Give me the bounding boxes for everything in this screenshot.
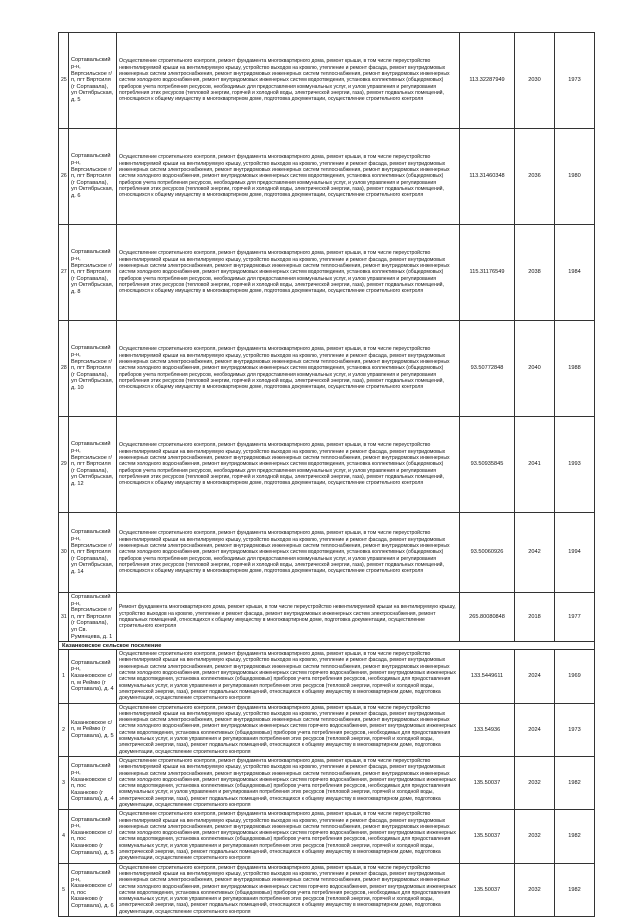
- planned-year-cell: 2041: [515, 417, 555, 513]
- address-cell: Сортавальский р-н, Казанковское с/п, м Реймю (г Сортавала), д. 4: [69, 650, 117, 703]
- row-number: 3: [59, 756, 69, 809]
- row-number: 1: [59, 650, 69, 703]
- build-year-cell: 1993: [555, 417, 595, 513]
- address-cell: Казанковское с/п, м Реймю (г Сортавала), д. 5: [69, 703, 117, 756]
- cost-cell: 133.5449611: [460, 650, 515, 703]
- table-row: [59, 756, 595, 809]
- row-number: 2: [59, 703, 69, 756]
- build-year-cell: 1980: [555, 129, 595, 225]
- cost-cell: 93.50772848: [460, 321, 515, 417]
- work-description-cell: Осуществление строительного контроля, ремонт фундамента многоквартирного дома, ремонт крыши, в том числе переустройство невентилируемой крыши на вентилируемую крышу, устройство выходов на кровлю, утепление и ремонт фасада, ремонт внутридомовых инженерных систем электроснабжения, ремонт внутридомовых инженерных систем теплоснабжения, ремонт внутридомовых инженерных систем холодного водоснабжения, ремонт внутридомовых инженерных систем горячего водоснабжения, ремонт внутридомовых инженерных систем водоотведения, установка коллективных (общедомовых) приборов учета потребления ресурсов, необходимых для предоставления коммунальных услуг, и узлов управления и регулирования потребления этих ресурсов (тепловой энергии, горячей и холодной воды, электрической энергии, газа), ремонт подвальных помещений, относящихся к общему имуществу в многоквартирном доме, подготовка документации, осуществление строительного контроля: [117, 703, 460, 756]
- row-number: 4: [59, 810, 69, 863]
- table-row: [59, 593, 595, 642]
- address-cell: Сортавальский р-н, Вяртсильское г/п, пгт Вяртсиля (г Сортавала), ул Октябрьская, д. 14: [69, 513, 117, 593]
- row-number: 28: [59, 321, 69, 417]
- row-number: 31: [59, 593, 69, 642]
- table-row: [59, 129, 595, 225]
- table-row: [59, 703, 595, 756]
- row-number: 29: [59, 417, 69, 513]
- planned-year-cell: 2024: [515, 703, 555, 756]
- work-description-cell: Осуществление строительного контроля, ремонт фундамента многоквартирного дома, ремонт крыши, в том числе переустройство невентилируемой крыши на вентилируемую крышу, устройство выходов на кровлю, утепление и ремонт фасада, ремонт внутридомовых инженерных систем электроснабжения, ремонт внутридомовых инженерных систем теплоснабжения, ремонт внутридомовых инженерных систем холодного водоснабжения, ремонт внутридомовых инженерных систем горячего водоснабжения, ремонт внутридомовых инженерных систем водоотведения, установка коллективных (общедомовых) приборов учета потребления ресурсов, необходимых для предоставления коммунальных услуг, и узлов управления и регулирования потребления этих ресурсов (тепловой энергии, горячей и холодной воды, электрической энергии, газа), ремонт подвальных помещений, относящихся к общему имуществу в многоквартирном доме, подготовка документации, осуществление строительного контроля: [117, 810, 460, 863]
- work-description-cell: Осуществление строительного контроля, ремонт фундамента многоквартирного дома, ремонт крыши, в том числе переустройство невентилируемой крыши на вентилируемую крышу, устройство выходов на кровлю, утепление и ремонт фасада, ремонт внутридомовых инженерных систем электроснабжения, ремонт внутридомовых инженерных систем теплоснабжения, ремонт внутридомовых инженерных систем холодного водоснабжения, ремонт внутридомовых инженерных систем горячего водоснабжения, ремонт внутридомовых инженерных систем водоотведения, установка коллективных (общедомовых) приборов учета потребления ресурсов, необходимых для предоставления коммунальных услуг, и узлов управления и регулирования потребления этих ресурсов (тепловой энергии, горячей и холодной воды, электрической энергии, газа), ремонт подвальных помещений, относящихся к общему имуществу в многоквартирном доме, подготовка документации, осуществление строительного контроля: [117, 756, 460, 809]
- planned-year-cell: 2024: [515, 650, 555, 703]
- planned-year-cell: 2030: [515, 33, 555, 129]
- planned-year-cell: 2036: [515, 129, 555, 225]
- build-year-cell: 1973: [555, 703, 595, 756]
- build-year-cell: 1994: [555, 513, 595, 593]
- section-header-row: [59, 642, 595, 650]
- work-description-cell: Осуществление строительного контроля, ремонт фундамента многоквартирного дома, ремонт крыши, в том числе переустройство невентилируемой крыши на вентилируемую крышу, устройство выходов на кровлю, утепление и ремонт фасада, ремонт внутридомовых инженерных систем электроснабжения, ремонт внутридомовых инженерных систем теплоснабжения, ремонт внутридомовых инженерных систем холодного водоснабжения, ремонт внутридомовых инженерных систем водоотведения, установка коллективных (общедомовых) приборов учета потребления ресурсов, необходимых для предоставления коммунальных услуг, и узлов управления и регулирования потребления этих ресурсов (тепловой энергии, горячей и холодной воды, электрической энергии, газа), ремонт подвальных помещений, относящихся к общему имуществу в многоквартирном доме, подготовка документации, осуществление строительного контроля: [117, 513, 460, 593]
- table-row: [59, 321, 595, 417]
- work-description-cell: Осуществление строительного контроля, ремонт фундамента многоквартирного дома, ремонт крыши, в том числе переустройство невентилируемой крыши на вентилируемую крышу, устройство выходов на кровлю, утепление и ремонт фасада, ремонт внутридомовых инженерных систем электроснабжения, ремонт внутридомовых инженерных систем теплоснабжения, ремонт внутридомовых инженерных систем холодного водоснабжения, ремонт внутридомовых инженерных систем водоотведения, установка коллективных (общедомовых) приборов учета потребления ресурсов, необходимых для предоставления коммунальных услуг, и узлов управления и регулирования потребления этих ресурсов (тепловой энергии, горячей и холодной воды, электрической энергии, газа), ремонт подвальных помещений, относящихся к общему имуществу в многоквартирном доме, подготовка документации, осуществление строительного контроля: [117, 33, 460, 129]
- build-year-cell: 1977: [555, 593, 595, 642]
- build-year-cell: 1969: [555, 650, 595, 703]
- address-cell: Сортавальский р-н, Вяртсильское г/п, пгт Вяртсиля (г Сортавала), ул Октябрьская, д. 10: [69, 321, 117, 417]
- cost-cell: 135.50037: [460, 863, 515, 916]
- row-number: 25: [59, 33, 69, 129]
- cost-cell: 115.31176549: [460, 225, 515, 321]
- build-year-cell: 1988: [555, 321, 595, 417]
- row-number: 30: [59, 513, 69, 593]
- work-description-cell: Осуществление строительного контроля, ремонт фундамента многоквартирного дома, ремонт крыши, в том числе переустройство невентилируемой крыши на вентилируемую крышу, устройство выходов на кровлю, утепление и ремонт фасада, ремонт внутридомовых инженерных систем электроснабжения, ремонт внутридомовых инженерных систем теплоснабжения, ремонт внутридомовых инженерных систем холодного водоснабжения, ремонт внутридомовых инженерных систем водоотведения, установка коллективных (общедомовых) приборов учета потребления ресурсов, необходимых для предоставления коммунальных услуг, и узлов управления и регулирования потребления этих ресурсов (тепловой энергии, горячей и холодной воды, электрической энергии, газа), ремонт подвальных помещений, относящихся к общему имуществу в многоквартирном доме, подготовка документации, осуществление строительного контроля: [117, 225, 460, 321]
- planned-year-cell: 2038: [515, 225, 555, 321]
- address-cell: Сортавальский р-н, Казанковское с/п, пос Казанково (г Сортавала), д. 4: [69, 756, 117, 809]
- table-row: [59, 863, 595, 916]
- address-cell: Сортавальский р-н, Вяртсильское г/п, пгт Вяртсиля (г Сортавала), ул Октябрьская, д. 12: [69, 417, 117, 513]
- planned-year-cell: 2032: [515, 810, 555, 863]
- build-year-cell: 1982: [555, 756, 595, 809]
- build-year-cell: 1982: [555, 810, 595, 863]
- cost-cell: 113.32287949: [460, 33, 515, 129]
- work-description-cell: Осуществление строительного контроля, ремонт фундамента многоквартирного дома, ремонт крыши, в том числе переустройство невентилируемой крыши на вентилируемую крышу, устройство выходов на кровлю, утепление и ремонт фасада, ремонт внутридомовых инженерных систем электроснабжения, ремонт внутридомовых инженерных систем теплоснабжения, ремонт внутридомовых инженерных систем холодного водоснабжения, ремонт внутридомовых инженерных систем водоотведения, установка коллективных (общедомовых) приборов учета потребления ресурсов, необходимых для предоставления коммунальных услуг, и узлов управления и регулирования потребления этих ресурсов (тепловой энергии, горячей и холодной воды, электрической энергии, газа), ремонт подвальных помещений, относящихся к общему имуществу в многоквартирном доме, подготовка документации, осуществление строительного контроля: [117, 129, 460, 225]
- table-row: [59, 513, 595, 593]
- planned-year-cell: 2018: [515, 593, 555, 642]
- document-page: [58, 32, 594, 917]
- planned-year-cell: 2040: [515, 321, 555, 417]
- work-description-cell: Осуществление строительного контроля, ремонт фундамента многоквартирного дома, ремонт крыши, в том числе переустройство невентилируемой крыши на вентилируемую крышу, устройство выходов на кровлю, утепление и ремонт фасада, ремонт внутридомовых инженерных систем электроснабжения, ремонт внутридомовых инженерных систем теплоснабжения, ремонт внутридомовых инженерных систем холодного водоснабжения, ремонт внутридомовых инженерных систем водоотведения, установка коллективных (общедомовых) приборов учета потребления ресурсов, необходимых для предоставления коммунальных услуг, и узлов управления и регулирования потребления этих ресурсов (тепловой энергии, горячей и холодной воды, электрической энергии, газа), ремонт подвальных помещений, относящихся к общему имуществу в многоквартирном доме, подготовка документации, осуществление строительного контроля: [117, 321, 460, 417]
- planned-year-cell: 2032: [515, 863, 555, 916]
- cost-cell: 135.50037: [460, 810, 515, 863]
- build-year-cell: 1984: [555, 225, 595, 321]
- capital-repair-table: [58, 32, 595, 917]
- build-year-cell: 1982: [555, 863, 595, 916]
- address-cell: Сортавальский р-н, Казанковское с/п, пос Казанково (г Сортавала), д. 6: [69, 863, 117, 916]
- planned-year-cell: 2042: [515, 513, 555, 593]
- build-year-cell: 1973: [555, 33, 595, 129]
- cost-cell: 113.31460348: [460, 129, 515, 225]
- cost-cell: 133.54936: [460, 703, 515, 756]
- work-description-cell: Ремонт фундамента многоквартирного дома, ремонт крыши, в том числе переустройство невентилируемой крыши на вентилируемую крышу, устройство выходов на кровлю, утепление и ремонт фасада, ремонт внутридомовых инженерных систем электроснабжения, ремонт подвальных помещений, относящихся к общему имуществу в многоквартирном доме, подготовка документации, осуществление строительного контроля: [117, 593, 460, 642]
- cost-cell: 93.50935845: [460, 417, 515, 513]
- table-row: [59, 417, 595, 513]
- work-description-cell: Осуществление строительного контроля, ремонт фундамента многоквартирного дома, ремонт крыши, в том числе переустройство невентилируемой крыши на вентилируемую крышу, устройство выходов на кровлю, утепление и ремонт фасада, ремонт внутридомовых инженерных систем электроснабжения, ремонт внутридомовых инженерных систем теплоснабжения, ремонт внутридомовых инженерных систем холодного водоснабжения, ремонт внутридомовых инженерных систем горячего водоснабжения, ремонт внутридомовых инженерных систем водоотведения, установка коллективных (общедомовых) приборов учета потребления ресурсов, необходимых для предоставления коммунальных услуг, и узлов управления и регулирования потребления этих ресурсов (тепловой энергии, горячей и холодной воды, электрической энергии, газа), ремонт подвальных помещений, относящихся к общему имуществу в многоквартирном доме, подготовка документации, осуществление строительного контроля: [117, 650, 460, 703]
- row-number: 5: [59, 863, 69, 916]
- row-number: 26: [59, 129, 69, 225]
- cost-cell: 265.80080848: [460, 593, 515, 642]
- address-cell: Сортавальский р-н, Вяртсильское г/п, пгт Вяртсиля (г Сортавала), ул Октябрьская, д. 5: [69, 33, 117, 129]
- table-row: [59, 810, 595, 863]
- table-row: [59, 650, 595, 703]
- work-description-cell: Осуществление строительного контроля, ремонт фундамента многоквартирного дома, ремонт крыши, в том числе переустройство невентилируемой крыши на вентилируемую крышу, устройство выходов на кровлю, утепление и ремонт фасада, ремонт внутридомовых инженерных систем электроснабжения, ремонт внутридомовых инженерных систем теплоснабжения, ремонт внутридомовых инженерных систем холодного водоснабжения, ремонт внутридомовых инженерных систем водоотведения, установка коллективных (общедомовых) приборов учета потребления ресурсов, необходимых для предоставления коммунальных услуг, и узлов управления и регулирования потребления этих ресурсов (тепловой энергии, горячей и холодной воды, электрической энергии, газа), ремонт подвальных помещений, относящихся к общему имуществу в многоквартирном доме, подготовка документации, осуществление строительного контроля: [117, 417, 460, 513]
- address-cell: Сортавальский р-н, Вяртсильское г/п, пгт Вяртсиля (г Сортавала), ул Октябрьская, д. 6: [69, 129, 117, 225]
- table-row: [59, 225, 595, 321]
- table-row: [59, 33, 595, 129]
- cost-cell: 135.50037: [460, 756, 515, 809]
- cost-cell: 93.50060926: [460, 513, 515, 593]
- work-description-cell: Осуществление строительного контроля, ремонт фундамента многоквартирного дома, ремонт крыши, в том числе переустройство невентилируемой крыши на вентилируемую крышу, устройство выходов на кровлю, утепление и ремонт фасада, ремонт внутридомовых инженерных систем электроснабжения, ремонт внутридомовых инженерных систем теплоснабжения, ремонт внутридомовых инженерных систем холодного водоснабжения, ремонт внутридомовых инженерных систем горячего водоснабжения, ремонт внутридомовых инженерных систем водоотведения, установка коллективных (общедомовых) приборов учета потребления ресурсов, необходимых для предоставления коммунальных услуг, и узлов управления и регулирования потребления этих ресурсов (тепловой энергии, горячей и холодной воды, электрической энергии, газа), ремонт подвальных помещений, относящихся к общему имуществу в многоквартирном доме, подготовка документации, осуществление строительного контроля: [117, 863, 460, 916]
- planned-year-cell: 2032: [515, 756, 555, 809]
- address-cell: Сортавальский р-н, Вяртсильское г/п, пгт Вяртсиля (г Сортавала), ул Октябрьская, д. 8: [69, 225, 117, 321]
- address-cell: Сортавальский р-н, Вяртсильское г/п, пгт Вяртсиля (г Сортавала), ул Св. Румянцева, д. 1: [69, 593, 117, 642]
- address-cell: Сортавальский р-н, Казанковское с/п, пос Казанково (г Сортавала), д. 5: [69, 810, 117, 863]
- section-title: Казанковское сельское поселение: [59, 642, 595, 650]
- row-number: 27: [59, 225, 69, 321]
